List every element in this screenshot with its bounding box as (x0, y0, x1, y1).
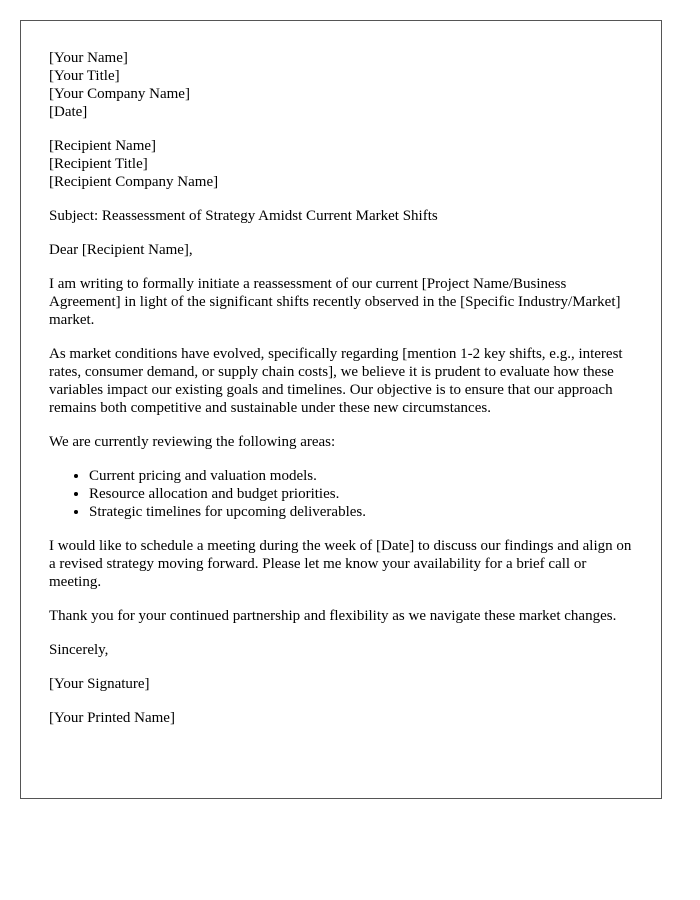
signoff: Sincerely, (49, 642, 109, 658)
sender-title: [Your Title] (49, 68, 120, 84)
letter (20, 20, 662, 799)
body-paragraph: I am writing to formally initiate a reassessment of our current [Project Name/Business Agreement] in light of the significant shifts recently observed in the [Specific Industry/Market] market. (49, 276, 621, 328)
recipient-name: [Recipient Name] (49, 138, 157, 154)
sender-name: [Your Name] (49, 50, 128, 66)
list-item: • Current pricing and valuation models. (89, 467, 633, 485)
body-paragraph: We are currently reviewing the following areas: (49, 434, 336, 450)
list-item: • Resource allocation and budget priorities. (89, 485, 633, 503)
list-item: • Strategic timelines for upcoming deliverables. (89, 503, 633, 521)
body-paragraph: Thank you for your continued partnership and flexibility as we navigate these market changes. (49, 608, 617, 624)
body-paragraph: I would like to schedule a meeting during the week of [Date] to discuss our findings and align on a revised strategy moving forward. Please let me know your availability for a brief call or meeting. (49, 538, 632, 590)
letter-date: [Date] (49, 104, 88, 120)
sender-block (49, 49, 633, 121)
body-paragraph: As market conditions have evolved, specifically regarding [mention 1-2 key shifts, e.g., interest rates, consumer demand, or supply chain costs], we believe it is prudent to evaluate how these variables impact our existing goals and timelines. Our objective is to ensure that our approach remains both competitive and sustainable under these new circumstances. (49, 346, 623, 416)
subject-line: Subject: Reassessment of Strategy Amidst Current Market Shifts (49, 208, 438, 224)
recipient-block (49, 137, 633, 191)
sender-company: [Your Company Name] (49, 86, 190, 102)
signature: [Your Signature] (49, 676, 150, 692)
review-areas-list (49, 467, 633, 521)
printed-name: [Your Printed Name] (49, 710, 175, 726)
recipient-title: [Recipient Title] (49, 156, 148, 172)
recipient-company: [Recipient Company Name] (49, 174, 219, 190)
salutation: Dear [Recipient Name], (49, 242, 193, 258)
